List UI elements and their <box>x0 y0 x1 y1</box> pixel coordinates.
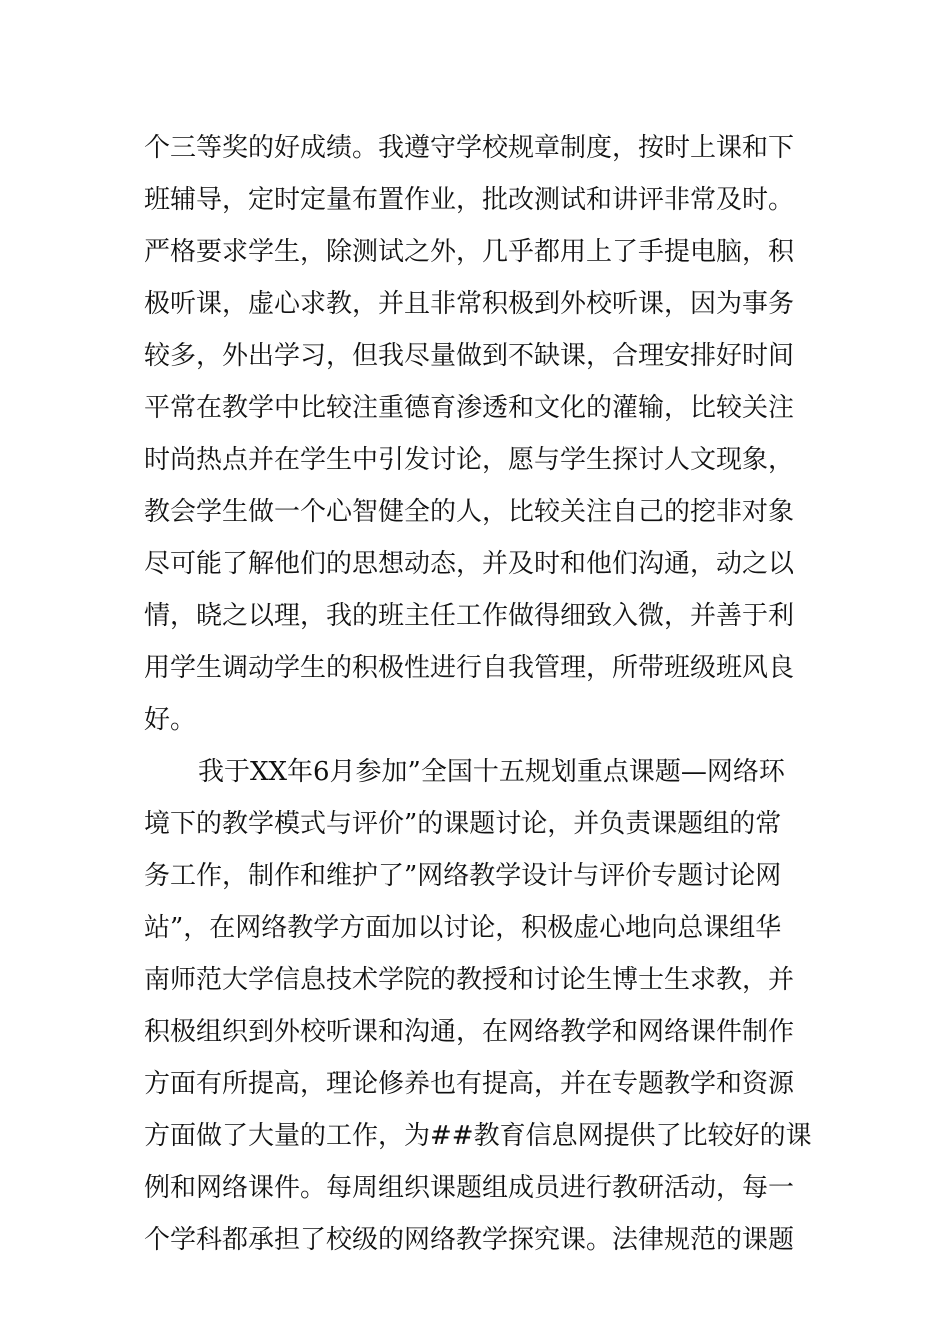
text-line: 积极组织到外校听课和沟通，在网络教学和网络课件制作 <box>144 1017 795 1047</box>
text-line: 个三等奖的好成绩。我遵守学校规章制度，按时上课和下 <box>144 133 795 163</box>
text-line: 站”，在网络教学方面加以讨论，积极虚心地向总课组华 <box>144 913 782 943</box>
text-line: 好。 <box>144 705 197 735</box>
text-line: 例和网络课件。每周组织课题组成员进行教研活动，每一 <box>144 1173 795 1203</box>
document-body <box>144 122 814 1266</box>
text-line: 方面有所提高，理论修养也有提高，并在专题教学和资源 <box>144 1069 795 1099</box>
text-line: 情，晓之以理，我的班主任工作做得细致入微，并善于利 <box>144 601 795 631</box>
text-line: 教会学生做一个心智健全的人，比较关注自己的挖非对象 <box>144 497 795 527</box>
text-line: 我于XX年6月参加”全国十五规划重点课题—网络环 <box>198 757 785 787</box>
text-line: 极听课，虚心求教，并且非常积极到外校听课，因为事务 <box>144 289 795 319</box>
text-line: 务工作，制作和维护了”网络教学设计与评价专题讨论网 <box>144 861 782 891</box>
paragraph <box>144 746 814 1266</box>
text-line: 平常在教学中比较注重德育渗透和文化的灌输，比较关注 <box>144 393 795 423</box>
text-line: 时尚热点并在学生中引发讨论，愿与学生探讨人文现象， <box>144 445 795 475</box>
text-line: 较多，外出学习，但我尽量做到不缺课，合理安排好时间 <box>144 341 795 371</box>
text-line: 班辅导，定时定量布置作业，批改测试和讲评非常及时。 <box>144 185 795 215</box>
text-line: 境下的教学模式与评价”的课题讨论，并负责课题组的常 <box>144 809 782 839</box>
text-line: 尽可能了解他们的思想动态，并及时和他们沟通，动之以 <box>144 549 795 579</box>
text-line: 方面做了大量的工作，为##教育信息网提供了比较好的课 <box>144 1121 812 1151</box>
text-line: 南师范大学信息技术学院的教授和讨论生博士生求教，并 <box>144 965 795 995</box>
paragraph <box>144 122 814 746</box>
text-line: 严格要求学生，除测试之外，几乎都用上了手提电脑，积 <box>144 237 795 267</box>
text-line: 个学科都承担了校级的网络教学探究课。法律规范的课题 <box>144 1225 795 1255</box>
text-line: 用学生调动学生的积极性进行自我管理，所带班级班风良 <box>144 653 795 683</box>
